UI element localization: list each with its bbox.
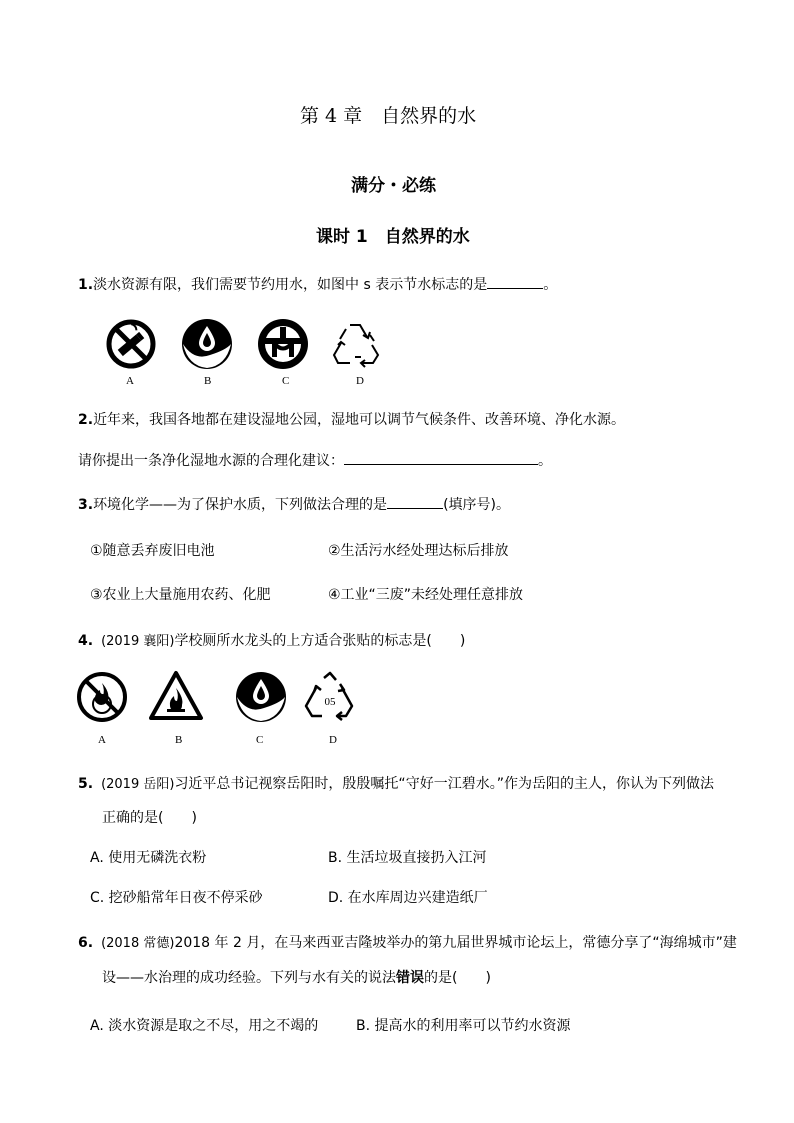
option-label: A [98,734,106,746]
question-text: 请你提出一条净化湿地水源的合理化建议： [78,453,344,469]
green-food-icon [256,317,310,371]
question-number: 6. [78,935,94,951]
option-4: ④工业“三废”未经处理任意排放 [328,587,524,603]
option-1: ①随意丢弃废旧电池 [90,543,215,559]
question-4 [78,630,465,650]
flammable-warning-icon [148,670,204,722]
question-5 [78,773,714,793]
option-label: B [204,375,212,387]
question-text: 设——水治理的成功经验。下列与水有关的说法 [102,970,396,986]
question-text-line2 [102,967,491,987]
question-2-line2 [78,450,552,470]
question-number: 5. [78,776,94,792]
option-b: B. 提高水的利用率可以节约水资源 [356,1018,571,1034]
question-text: 近年来，我国各地都在建设湿地公园，湿地可以调节气候条件、改善环境、净化水源。 [93,412,626,428]
question-text: 习近平总书记视察岳阳时，殷殷嘱托“守好一江碧水。”作为岳阳的主人，你认为下列做法 [174,776,714,792]
option-a: A. 使用无磷洗衣粉 [90,850,207,866]
recycle-05-icon [302,670,358,724]
option-label: A [126,375,134,387]
question-text: 淡水资源有限，我们需要节约用水，如图中 s 表示节水标志的是 [93,277,488,293]
option-b: B. 生活垃圾直接扔入江河 [328,850,487,866]
option-label: D [329,734,337,746]
question-text-line2: 正确的是( ) [102,810,197,826]
question-end: (填序号)。 [443,497,510,513]
question-text: 环境化学——为了保护水质，下列做法合理的是 [93,497,388,513]
no-fire-icon [75,670,129,724]
option-a: A. 淡水资源是取之不尽，用之不竭的 [90,1018,319,1034]
option-label: C [282,375,290,387]
question-number: 1. [78,277,94,293]
question-text: 的是( ) [424,970,491,986]
chapter-title: 第 4 章 自然界的水 [300,105,477,127]
option-label: C [256,734,264,746]
source-tag: (2018 常德) [101,936,175,951]
source-tag: (2019 岳阳) [101,777,175,792]
question-6 [78,932,737,952]
question-end: 。 [538,453,552,469]
answer-blank[interactable] [344,452,538,465]
question-1 [78,274,557,294]
question-text: 学校厕所水龙头的上方适合张贴的标志是( ) [174,633,466,649]
option-label: D [356,375,364,387]
option-label: B [175,734,183,746]
answer-blank[interactable] [487,276,543,289]
source-tag: (2019 襄阳) [101,634,175,649]
no-smoking-icon [104,317,158,371]
question-text: 2018 年 2 月，在马来西亚吉隆坡举办的第九届世界城市论坛上，常德分享了“海绵城市”建 [174,935,737,951]
recycle-icon [330,317,384,371]
question-3 [78,494,510,514]
option-c: C. 挖砂船常年日夜不停采砂 [90,890,263,906]
option-3: ③农业上大量施用农药、化肥 [90,587,271,603]
recycle-code-text: 05 [324,696,336,708]
option-2: ②生活污水经处理达标后排放 [328,543,509,559]
emphasis-text: 错误 [396,970,424,986]
answer-blank[interactable] [387,496,443,509]
water-saving-icon [180,317,234,371]
water-saving-icon [234,670,288,724]
lesson-title: 课时 1 自然界的水 [316,227,470,247]
section-title: 满分・必练 [351,176,436,196]
question-2 [78,409,625,429]
question-number: 3. [78,497,94,513]
option-d: D. 在水库周边兴建造纸厂 [328,890,488,906]
question-end: 。 [543,277,558,293]
question-number: 4. [78,633,94,649]
question-number: 2. [78,412,94,428]
